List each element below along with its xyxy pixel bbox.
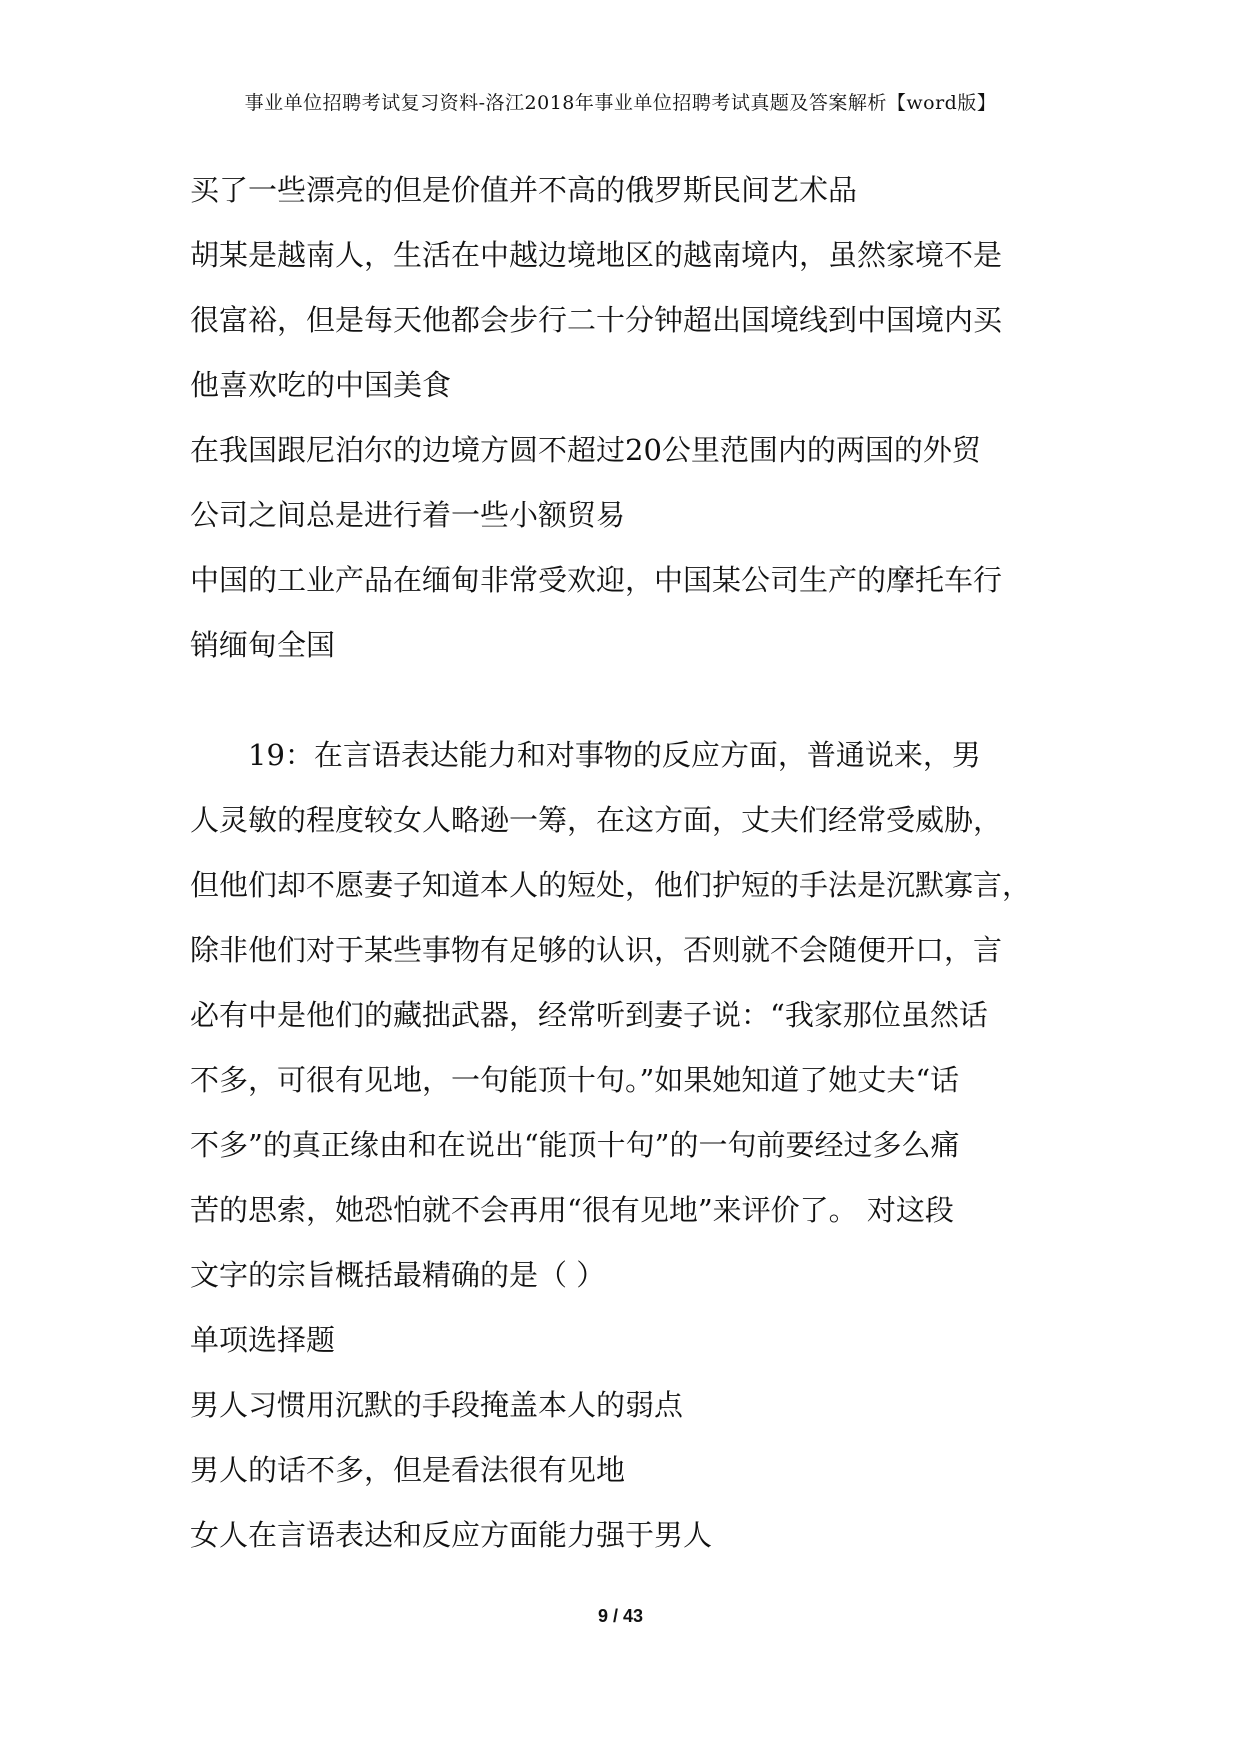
- question-text: 人灵敏的程度较女人略逊一筹，在这方面，丈夫们经常受威胁，: [190, 803, 1003, 837]
- answer-options: [190, 1373, 1070, 1568]
- question-text: 不多”的真正缘由和在说出“能顶十句”的一句前要经过多么痛: [190, 1128, 960, 1162]
- option-text: 销缅甸全国: [190, 628, 336, 662]
- option-text: 在我国跟尼泊尔的边境方圆不超过20公里范围内的两国的外贸: [190, 433, 981, 467]
- question-text: 但他们却不愿妻子知道本人的短处，他们护短的手法是沉默寡言，: [190, 868, 1032, 902]
- page-header: 事业单位招聘考试复习资料-洛江2018年事业单位招聘考试真题及答案解析【word版】: [244, 92, 997, 114]
- answer-option: 男人习惯用沉默的手段掩盖本人的弱点: [190, 1388, 684, 1422]
- option-text: 他喜欢吃的中国美食: [190, 368, 452, 402]
- answer-option: 男人的话不多，但是看法很有见地: [190, 1453, 626, 1487]
- option-text: 买了一些漂亮的但是价值并不高的俄罗斯民间艺术品: [190, 173, 858, 207]
- question-text: 必有中是他们的藏拙武器，经常听到妻子说：“我家那位虽然话: [190, 998, 988, 1032]
- question-text: 苦的思索，她恐怕就不会再用“很有见地”来评价了。 对这段: [190, 1193, 954, 1227]
- previous-question-options: [190, 158, 1070, 678]
- option-text: 公司之间总是进行着一些小额贸易: [190, 498, 626, 532]
- question-text: 19：在言语表达能力和对事物的反应方面，普通说来，男: [248, 738, 981, 772]
- page-number: 9 / 43: [597, 1606, 644, 1626]
- question-text: 除非他们对于某些事物有足够的认识，否则就不会随便开口，言: [190, 933, 1003, 967]
- option-text: 胡某是越南人，生活在中越边境地区的越南境内，虽然家境不是: [190, 238, 1003, 272]
- answer-option: 女人在言语表达和反应方面能力强于男人: [190, 1518, 713, 1552]
- question-text: 文字的宗旨概括最精确的是（ ）: [190, 1258, 606, 1292]
- option-text: 很富裕，但是每天他都会步行二十分钟超出国境线到中国境内买: [190, 303, 1003, 337]
- question-text: 不多，可很有见地，一句能顶十句。”如果她知道了她丈夫“话: [190, 1063, 960, 1097]
- page-content: [190, 158, 1070, 1568]
- option-text: 中国的工业产品在缅甸非常受欢迎，中国某公司生产的摩托车行: [190, 563, 1003, 597]
- question-type-label: 单项选择题: [190, 1323, 336, 1357]
- question-19: [190, 723, 1070, 1568]
